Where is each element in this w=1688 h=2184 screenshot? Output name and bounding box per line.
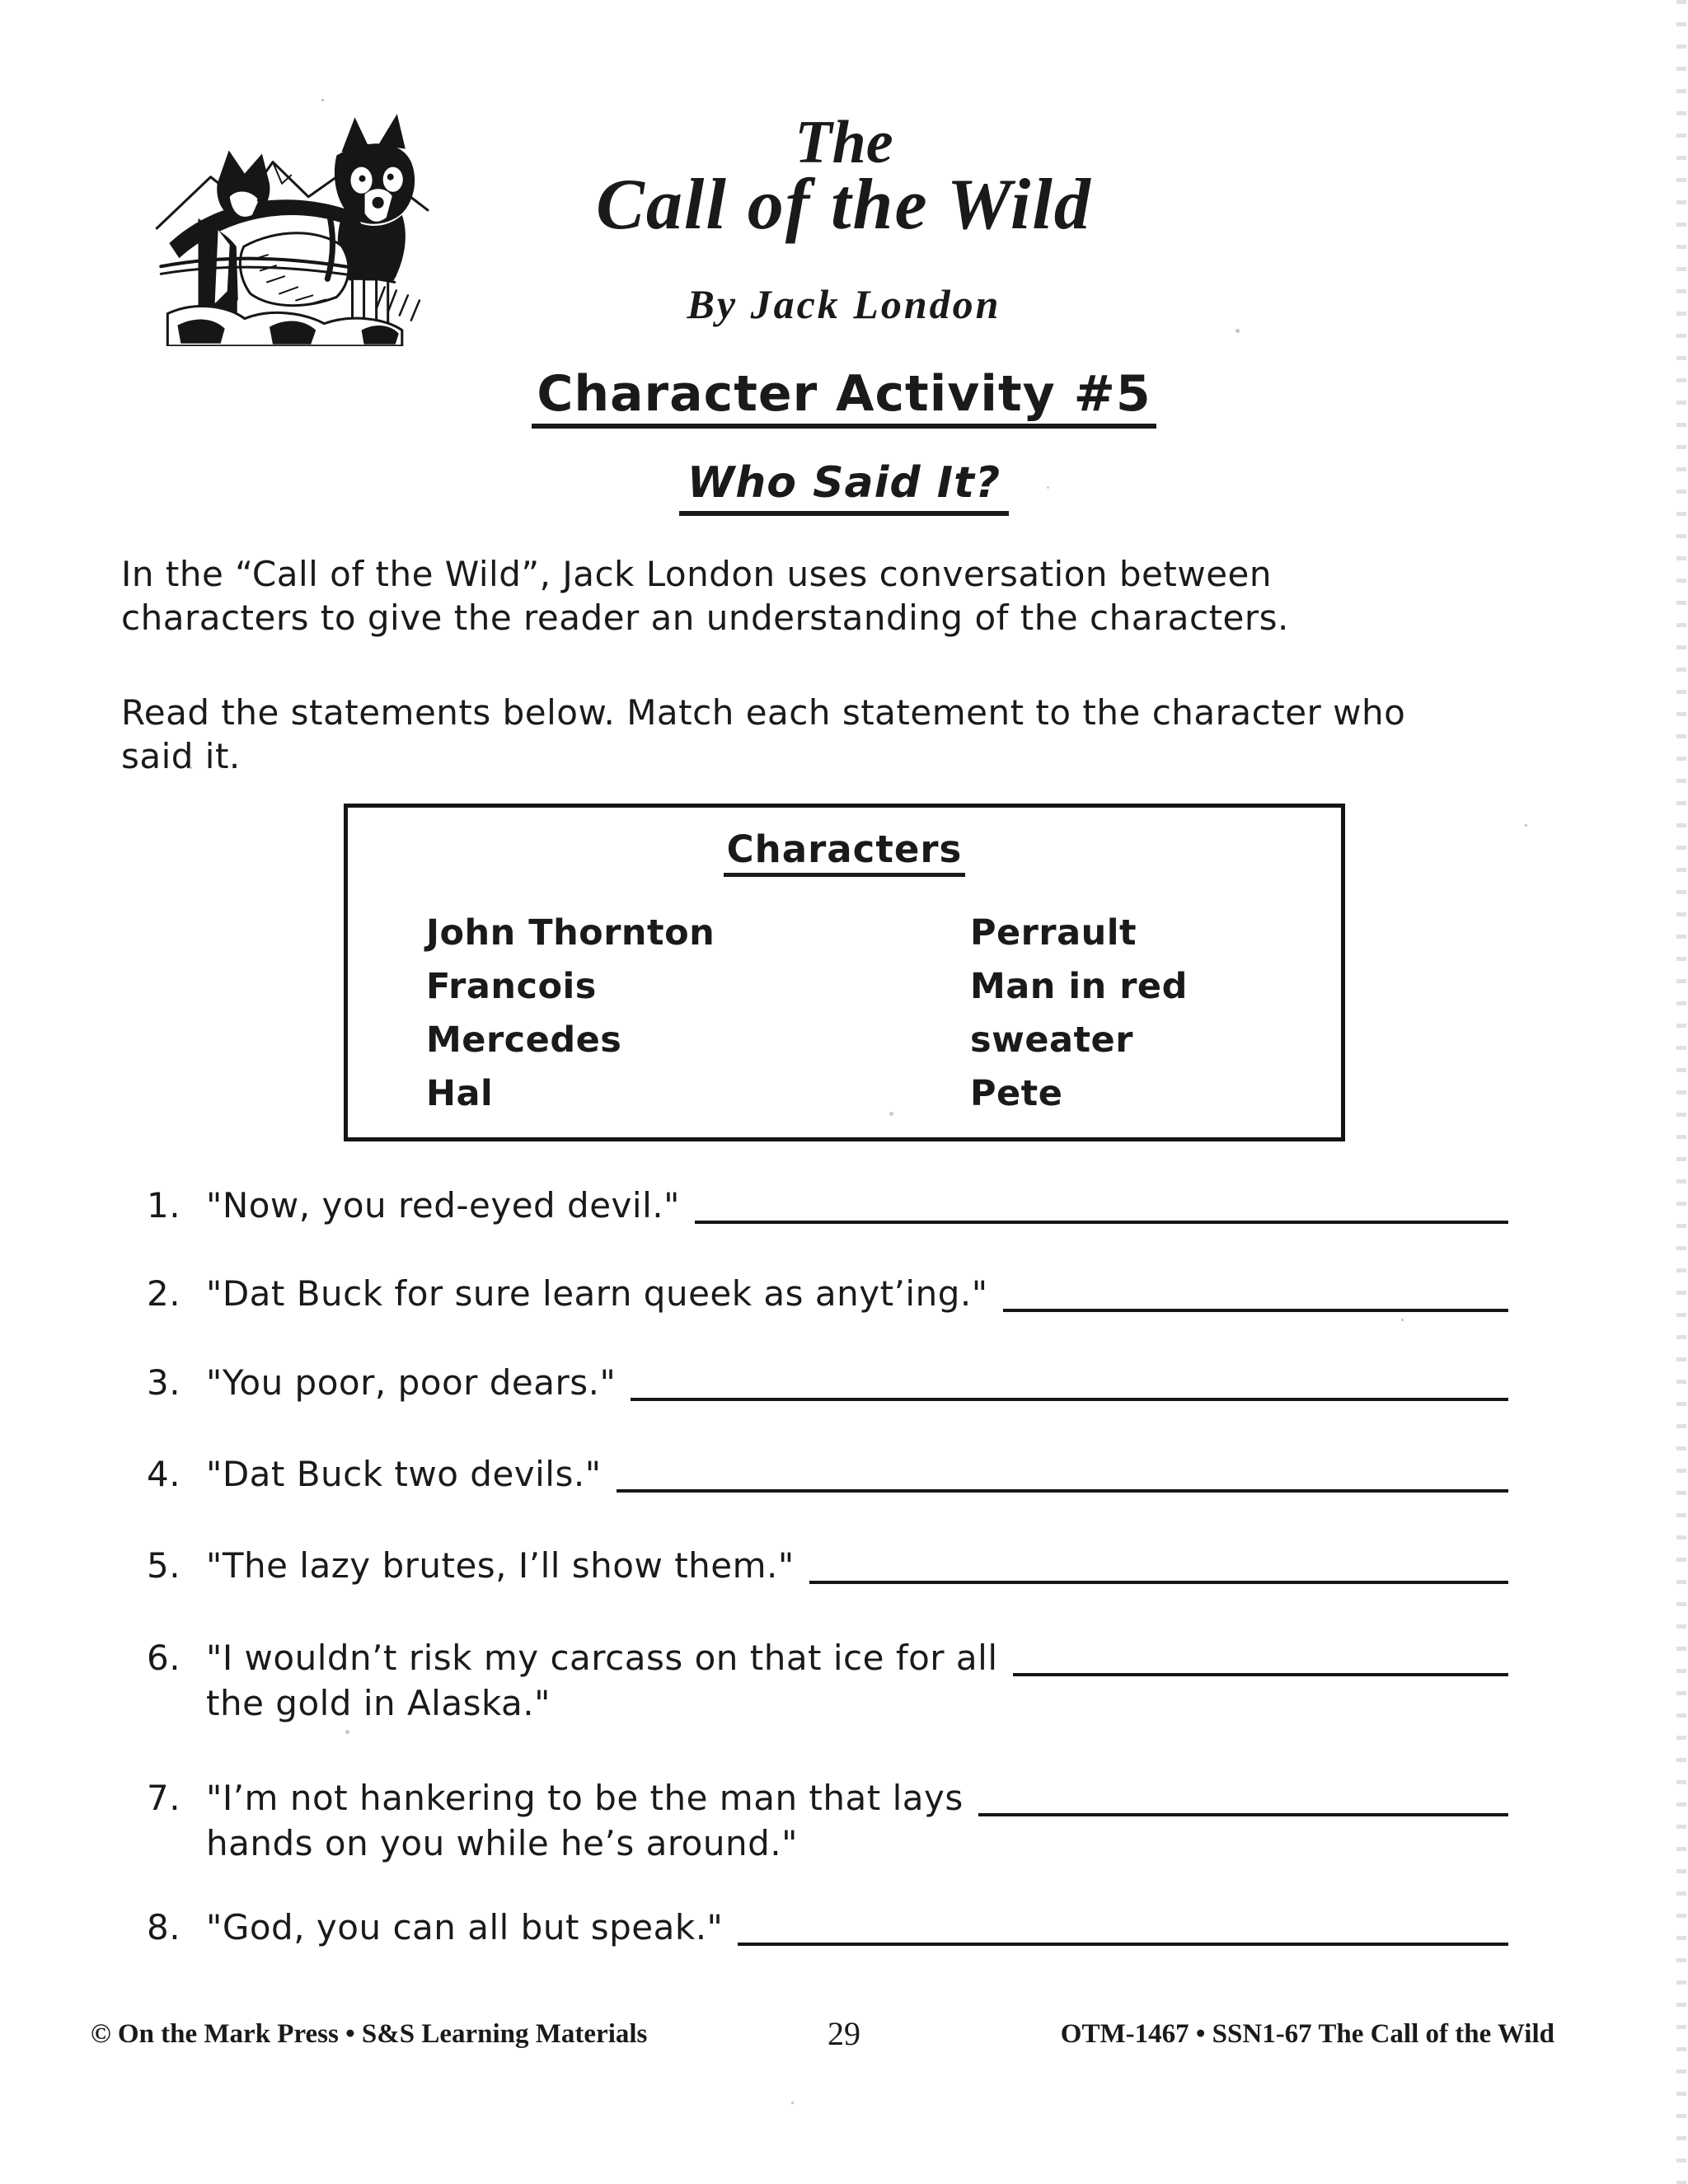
answer-blank-6[interactable] bbox=[1013, 1640, 1508, 1676]
scan-speckles bbox=[321, 99, 324, 101]
byline: By Jack London bbox=[687, 281, 1001, 327]
answer-blank-5[interactable] bbox=[809, 1548, 1508, 1584]
footer-catalog: OTM-1467 • SSN1-67 The Call of the Wild bbox=[1060, 2019, 1554, 2049]
scan-edge-artifact bbox=[1676, 0, 1686, 2184]
character-name: Francois bbox=[426, 966, 597, 1007]
question-item bbox=[147, 1905, 1508, 1950]
question-number: 7. bbox=[147, 1778, 181, 1818]
book-title-line2: Call of the Wild bbox=[596, 165, 1092, 245]
question-text: "Now, you red-eyed devil." bbox=[206, 1185, 680, 1226]
question-continuation: the gold in Alaska." bbox=[206, 1683, 551, 1723]
question-item bbox=[147, 1272, 1508, 1316]
footer-publisher: © On the Mark Press • S&S Learning Materials bbox=[91, 2019, 648, 2049]
question-text: "The lazy brutes, I’ll show them." bbox=[206, 1545, 795, 1586]
book-title-line1: The bbox=[795, 109, 893, 176]
question-text: "Dat Buck two devils." bbox=[206, 1454, 602, 1494]
intro-paragraph-1-line1: In the “Call of the Wild”, Jack London uses conversation between bbox=[121, 554, 1272, 594]
characters-right-column bbox=[970, 907, 1341, 1121]
question-item bbox=[147, 1544, 1508, 1588]
question-text: "God, you can all but speak." bbox=[206, 1907, 724, 1947]
question-item bbox=[147, 1361, 1508, 1405]
page-number: 29 bbox=[828, 2015, 860, 2052]
activity-title: Character Activity #5 bbox=[0, 369, 1688, 429]
question-number: 6. bbox=[147, 1638, 181, 1678]
answer-blank-3[interactable] bbox=[631, 1365, 1508, 1401]
character-name: Man in red sweater bbox=[970, 966, 1188, 1061]
question-item bbox=[147, 1776, 1508, 1866]
question-number: 3. bbox=[147, 1362, 181, 1403]
answer-blank-2[interactable] bbox=[1003, 1276, 1508, 1312]
activity-subtitle: Who Said It? bbox=[0, 462, 1688, 516]
answer-blank-4[interactable] bbox=[617, 1456, 1508, 1493]
question-number: 4. bbox=[147, 1454, 181, 1494]
character-name: Perrault bbox=[970, 912, 1137, 954]
characters-box-title: Characters bbox=[348, 831, 1341, 877]
question-item bbox=[147, 1183, 1508, 1228]
character-name: Pete bbox=[970, 1073, 1063, 1114]
characters-left-column bbox=[426, 907, 715, 1121]
question-text: "I’m not hankering to be the man that lays bbox=[206, 1778, 964, 1818]
question-text: "I wouldn’t risk my carcass on that ice for all bbox=[206, 1638, 998, 1678]
question-continuation: hands on you while he’s around." bbox=[206, 1823, 798, 1863]
answer-blank-7[interactable] bbox=[978, 1780, 1508, 1816]
intro-paragraph-1-line2: characters to give the reader an understanding of the characters. bbox=[121, 598, 1289, 638]
question-text: "Dat Buck for sure learn queek as anyt’ing." bbox=[206, 1273, 988, 1314]
characters-box bbox=[344, 804, 1345, 1141]
question-number: 2. bbox=[147, 1273, 181, 1314]
answer-blank-1[interactable] bbox=[695, 1188, 1508, 1224]
intro-paragraph-2 bbox=[121, 691, 1407, 778]
intro-paragraph-1 bbox=[121, 552, 1407, 640]
question-number: 5. bbox=[147, 1545, 181, 1586]
intro-paragraph-2-line1: Read the statements below. Match each statement to the character who bbox=[121, 692, 1406, 733]
character-name: Hal bbox=[426, 1073, 494, 1114]
question-item bbox=[147, 1452, 1508, 1497]
character-name: Mercedes bbox=[426, 1019, 622, 1061]
question-number: 8. bbox=[147, 1907, 181, 1947]
intro-paragraph-2-line2: said it. bbox=[121, 736, 241, 776]
question-text: "You poor, poor dears." bbox=[206, 1362, 617, 1403]
character-name: John Thornton bbox=[426, 912, 715, 954]
question-item bbox=[147, 1636, 1508, 1726]
question-number: 1. bbox=[147, 1185, 181, 1226]
answer-blank-8[interactable] bbox=[738, 1910, 1508, 1946]
